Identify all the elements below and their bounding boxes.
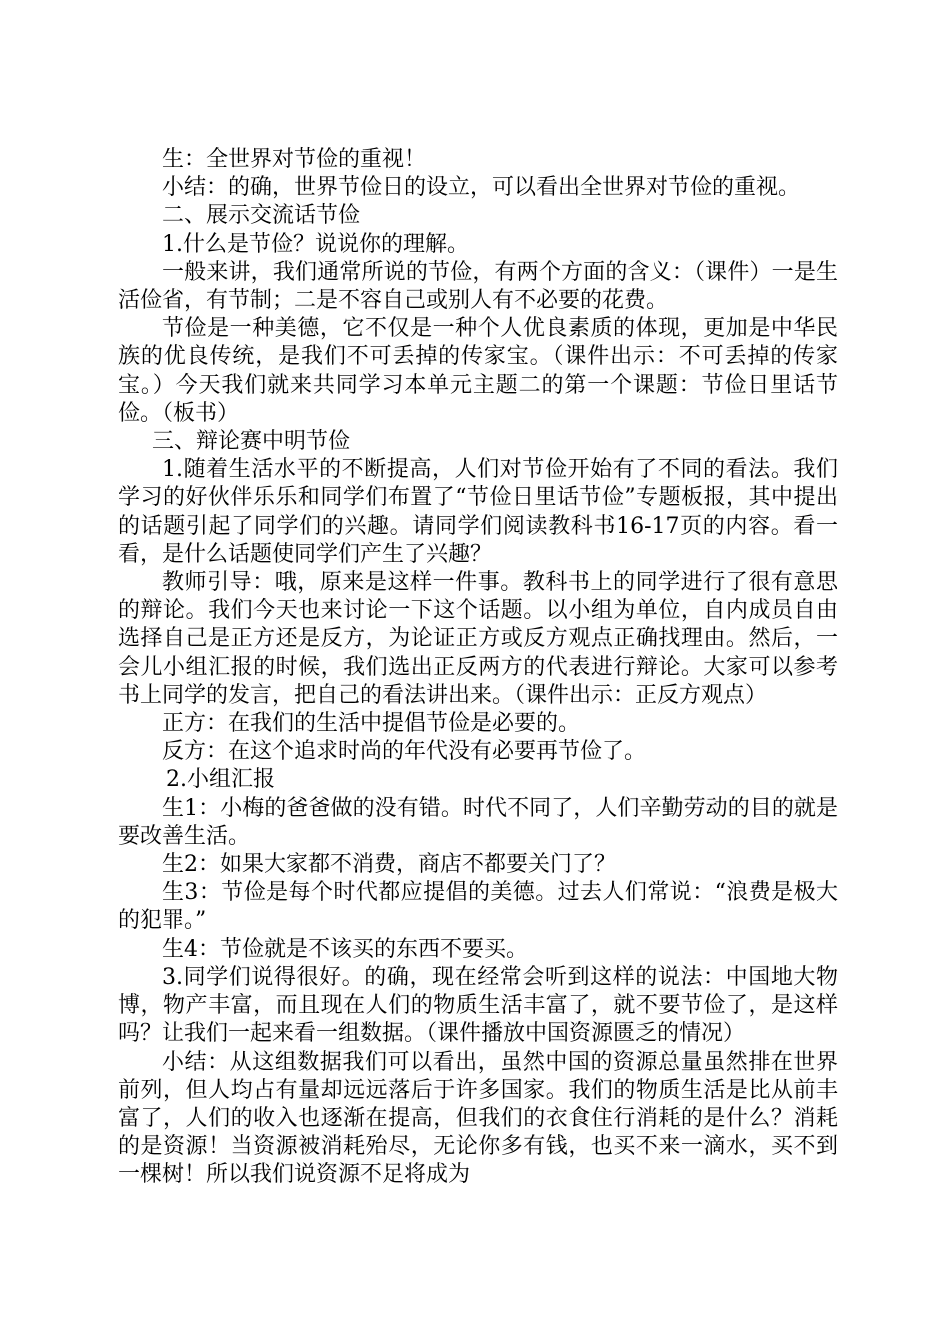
section-heading: 二、展示交流话节俭	[162, 203, 361, 229]
paragraph: 生4：节俭就是不该买的东西不要买。	[162, 936, 528, 962]
paragraph: 一般来讲，我们通常所说的节俭，有两个方面的含义：（课件）一是生活俭省，有节制；二是不容自己或别人有不必要的花费。	[118, 259, 838, 314]
paragraph: 1.随着生活水平的不断提高，人们对节俭开始有了不同的看法。我们学习的好伙伴乐乐和同学们布置了“节俭日里话节俭”专题板报，其中提出的话题引起了同学们的兴趣。请同学们阅读教科书16-17页的内容。看一看，是什么话题使同学们产生了兴趣？	[118, 457, 838, 567]
paragraph: 生3：节俭是每个时代都应提倡的美德。过去人们常说：“浪费是极大的犯罪。”	[118, 880, 838, 934]
paragraph: 3.同学们说得很好。的确，现在经常会听到这样的说法：中国地大物博，物产丰富，而且现在人们的物质生活丰富了，就不要节俭了，是这样吗？让我们一起来看一组数据。（课件播放中国资源匮乏的情况）	[118, 964, 838, 1047]
paragraph: 1.什么是节俭？说说你的理解。	[162, 231, 469, 257]
paragraph: 生2：如果大家都不消费，商店不都要关门了？	[162, 852, 616, 878]
document-body	[118, 146, 838, 1190]
paragraph: 生1：小梅的爸爸做的没有错。时代不同了，人们辛勤劳动的目的就是要改善生活。	[118, 795, 838, 849]
paragraph: 教师引导：哦，原来是这样一件事。教科书上的同学进行了很有意思的辩论。我们今天也来讨论一下这个话题。以小组为单位，自内成员自由选择自己是正方还是反方，为论证正方或反方观点正确找理由。然后，一会儿小组汇报的时候，我们选出正反两方的代表进行辩论。大家可以参考书上同学的发言，把自己的看法讲出来。（课件出示：正反方观点）	[118, 570, 838, 708]
paragraph: 2.小组汇报	[166, 767, 275, 793]
paragraph: 正方：在我们的生活中提倡节俭是必要的。	[162, 711, 581, 737]
section-heading: 三、辩论赛中明节俭	[152, 429, 351, 455]
paragraph: 节俭是一种美德，它不仅是一种个人优良素质的体现，更加是中华民族的优良传统，是我们不可丢掉的传家宝。（课件出示：不可丢掉的传家宝。）今天我们就来共同学习本单元主题二的第一个课题：节俭日里话节俭。（板书）	[118, 316, 838, 426]
paragraph: 小结：从这组数据我们可以看出，虽然中国的资源总量虽然排在世界前列，但人均占有量却远远落后于许多国家。我们的物质生活是比从前丰富了，人们的收入也逐渐在提高，但我们的衣食住行消耗的是什么？消耗的是资源！当资源被消耗殆尽，无论你多有钱，也买不来一滴水，买不到一棵树！所以我们说资源不足将成为	[118, 1049, 838, 1188]
paragraph: 反方：在这个追求时尚的年代没有必要再节俭了。	[162, 739, 647, 765]
paragraph: 生：全世界对节俭的重视！	[162, 147, 427, 172]
paragraph: 小结：的确，世界节俭日的设立，可以看出全世界对节俭的重视。	[162, 175, 801, 201]
